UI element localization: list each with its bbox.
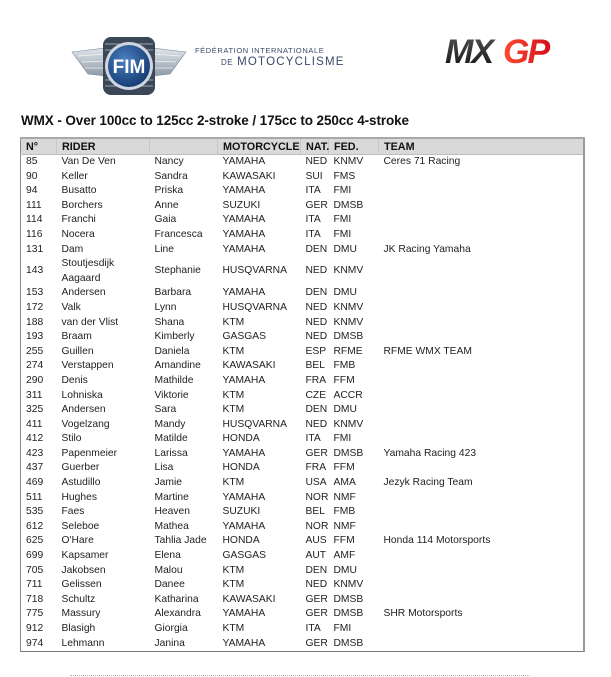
cell-last-name: Valk [61,301,81,313]
cell-motorcycle: YAMAHA [222,243,266,255]
cell-fed: DMU [333,404,357,416]
table-row [21,607,584,622]
cell-team [379,564,584,579]
cell-number: 172 [26,301,44,313]
fim-line1: FÉDÉRATION INTERNATIONALE [195,46,325,55]
cell-fed: AMF [333,550,356,562]
cell-nat: NED [305,418,328,430]
header-number: N° [21,138,57,155]
cell-last-name: Denis [61,374,88,386]
cell-nat: NED [305,331,328,343]
table-row [21,520,584,535]
cell-number: 153 [26,287,44,299]
cell-number: 85 [26,156,38,167]
mxgp-gp-text: GP [503,33,549,69]
cell-team [379,520,584,535]
header-team: TEAM [379,138,584,155]
cell-last-name: Vogelzang [61,418,110,430]
cell-last-name: Dam [61,243,84,255]
cell-number: 311 [26,389,43,401]
table-row [21,476,584,491]
cell-nat: NOR [305,520,329,532]
table-row [21,549,584,564]
cell-fed: DMSB [333,608,364,620]
cell-team [379,593,584,608]
cell-team: SHR Motorsports [383,608,463,620]
cell-number: 423 [26,447,44,459]
cell-last-name: Van De Ven [61,156,116,167]
cell-last-name: Hughes [61,491,97,503]
header-fed: FED. [329,138,379,155]
cell-team [379,228,584,243]
cell-motorcycle: GASGAS [222,331,266,343]
cell-last-name: Andersen [61,287,106,299]
table-row [21,461,584,476]
cell-team [379,578,584,593]
cell-last-name: Kapsamer [61,550,109,562]
table-row [21,637,584,652]
cell-first-name: Sandra [154,170,188,182]
cell-first-name: Barbara [154,287,192,299]
cell-first-name: Alexandra [154,608,201,620]
cell-motorcycle: KAWASAKI [222,170,276,182]
cell-nat: ESP [305,345,327,357]
cell-fed: DMSB [333,637,364,649]
cell-nat: DEN [305,404,328,416]
cell-motorcycle: KTM [222,404,245,416]
cell-fed: KNMV [333,156,364,167]
fim-line2-prefix: DE [221,57,234,67]
table-body [21,155,584,652]
cell-motorcycle: HONDA [222,462,260,474]
fim-badge-text: FIM [112,57,146,78]
cell-motorcycle: YAMAHA [222,520,266,532]
cell-team [379,286,584,301]
cell-fed: KNMV [333,316,364,328]
cell-nat: ITA [305,185,321,197]
cell-last-name: Blasigh [61,623,96,634]
cell-last-name: Andersen [61,404,106,416]
cell-number: 912 [26,623,44,634]
cell-first-name: Sara [154,404,177,416]
cell-first-name: Kimberly [154,331,195,343]
cell-motorcycle: SUZUKI [222,506,261,518]
cell-fed: DMSB [333,447,364,459]
cell-fed: RFME [333,345,363,357]
cell-team [379,213,584,228]
cell-number: 411 [26,418,43,430]
cell-first-name: Matilde [154,433,188,445]
table-row [21,622,584,637]
table-row [21,432,584,447]
cell-motorcycle: YAMAHA [222,214,266,226]
cell-motorcycle: YAMAHA [222,287,266,299]
cell-fed: ACCR [333,389,363,401]
cell-first-name: Francesca [154,228,203,240]
table-row [21,213,584,228]
cell-last-name: Lehmann [61,637,105,649]
cell-team [379,622,584,637]
cell-nat: NED [305,301,328,313]
cell-nat: NED [305,156,328,167]
cell-first-name: Gaia [154,214,177,226]
cell-last-name: Gelissen [61,579,102,591]
cell-last-name: Verstappen [61,360,114,372]
cell-number: 116 [26,228,43,240]
cell-fed: KNMV [333,418,364,430]
cell-motorcycle: KTM [222,579,245,591]
header-logos [0,0,611,110]
cell-team: RFME WMX TEAM [383,345,472,357]
cell-team [379,374,584,389]
cell-fed: FFM [333,374,355,386]
cell-fed: FMI [333,185,352,197]
mxgp-logo [443,33,567,69]
cell-fed: KNMV [333,265,364,277]
cell-first-name: Mathilde [154,374,194,386]
cell-number: 114 [26,214,43,226]
cell-last-name: Nocera [61,228,95,240]
cell-fed: DMU [333,287,357,299]
cell-last-name: Franchi [61,214,96,226]
cell-motorcycle: YAMAHA [222,156,266,167]
cell-team: Ceres 71 Racing [383,156,461,167]
cell-fed: NMF [333,520,356,532]
cell-last-name: Guillen [61,345,94,357]
cell-number: 705 [26,564,44,576]
cell-number: 111 [26,199,42,211]
cell-motorcycle: HONDA [222,433,260,445]
cell-number: 290 [26,374,44,386]
cell-nat: BEL [305,360,325,372]
table-row [21,170,584,185]
cell-fed: FMI [333,623,352,634]
cell-team [379,301,584,316]
cell-nat: FRA [305,462,327,474]
cell-number: 188 [26,316,44,328]
cell-first-name: Stephanie [154,265,201,277]
cell-last-name: Seleboe [61,520,100,532]
cell-motorcycle: KTM [222,316,245,328]
cell-motorcycle: YAMAHA [222,228,266,240]
table-row [21,491,584,506]
cell-last-name: Keller [61,170,88,182]
cell-nat: AUT [305,550,327,562]
cell-motorcycle: YAMAHA [222,185,266,197]
cell-first-name: Viktorie [154,389,189,401]
footer-divider [70,675,530,676]
cell-fed: NMF [333,491,356,503]
cell-fed: FMB [333,506,356,518]
cell-motorcycle: YAMAHA [222,608,266,620]
cell-team: Yamaha Racing 423 [383,447,477,459]
cell-nat: BEL [305,506,325,518]
table-row [21,418,584,433]
cell-number: 974 [26,637,44,649]
table-row [21,578,584,593]
cell-last-name: O'Hare [61,535,94,547]
cell-first-name: Malou [154,564,183,576]
header-motorcycle: MOTORCYCLE [218,138,301,155]
cell-number: 718 [26,593,44,605]
cell-team [379,549,584,564]
cell-first-name: Larissa [154,447,188,459]
cell-motorcycle: HUSQVARNA [222,301,287,313]
cell-team [379,637,584,652]
cell-team [379,199,584,214]
cell-first-name: Anne [154,199,179,211]
cell-number: 412 [26,433,44,445]
cell-first-name: Janina [154,637,185,649]
table-row [21,199,584,214]
fim-line2 [195,57,345,69]
cell-first-name: Priska [154,185,184,197]
cell-last-name: Papenmeier [61,447,118,459]
fim-line2-main: MOTOCYCLISME [237,55,345,68]
header-rider: RIDER [57,138,150,155]
table-row [21,155,584,170]
cell-nat: NED [305,265,328,277]
cell-fed: FFM [333,462,355,474]
cell-team [379,389,584,404]
cell-nat: GER [305,199,328,211]
cell-team [379,461,584,476]
fim-logo [70,34,188,100]
cell-motorcycle: KTM [222,389,245,401]
table-row [21,184,584,199]
cell-nat: DEN [305,564,328,576]
cell-nat: ITA [305,228,321,240]
cell-number: 612 [26,520,44,532]
cell-nat: DEN [305,243,328,255]
cell-fed: KNMV [333,301,364,313]
cell-team [379,418,584,433]
cell-nat: ITA [305,433,321,445]
cell-last-name: Busatto [61,185,97,197]
cell-number: 143 [26,265,44,277]
cell-nat: ITA [305,214,321,226]
cell-nat: GER [305,608,328,620]
table-row [21,593,584,608]
cell-nat: AUS [305,535,327,547]
cell-number: 469 [26,477,44,489]
cell-fed: FMI [333,214,352,226]
cell-fed: FMS [333,170,356,182]
cell-last-name: Braam [61,331,92,343]
cell-nat: SUI [305,170,323,182]
cell-fed: DMSB [333,593,364,605]
cell-team: Honda 114 Motorsports [383,535,491,547]
cell-team [379,403,584,418]
cell-motorcycle: KAWASAKI [222,593,276,605]
cell-nat: GER [305,637,328,649]
cell-number: 699 [26,550,44,562]
cell-fed: DMSB [333,331,364,343]
cell-fed: FMI [333,433,352,445]
mxgp-mx-text: MX [445,33,492,69]
cell-fed: FFM [333,535,355,547]
cell-last-name: Stilo [61,433,82,445]
cell-motorcycle: KAWASAKI [222,360,276,372]
cell-nat: NED [305,316,328,328]
cell-team [379,505,584,520]
cell-number: 193 [26,331,44,343]
cell-first-name: Danee [154,579,185,591]
cell-nat: DEN [305,287,328,299]
cell-first-name: Heaven [154,506,190,518]
table-row [21,389,584,404]
fim-federation-name [195,47,345,68]
table-row [21,505,584,520]
cell-number: 775 [26,608,44,620]
cell-last-name: Lohniska [61,389,103,401]
cell-number: 511 [26,491,43,503]
cell-motorcycle: KTM [222,345,245,357]
cell-number: 325 [26,404,44,416]
cell-number: 535 [26,506,44,518]
header-first [150,138,218,155]
cell-motorcycle: YAMAHA [222,374,266,386]
cell-number: 711 [26,579,43,591]
table-header-row [21,138,584,155]
cell-nat: ITA [305,623,321,634]
table-row [21,257,584,286]
cell-nat: USA [305,477,327,489]
cell-first-name: Lisa [154,462,174,474]
cell-motorcycle: YAMAHA [222,447,266,459]
table-row [21,286,584,301]
cell-team: Jezyk Racing Team [383,477,473,489]
page-title: WMX - Over 100cc to 125cc 2-stroke / 175cc to 250cc 4-stroke [21,113,409,128]
table-row [21,534,584,549]
cell-first-name: Mathea [154,520,189,532]
cell-last-name: Faes [61,506,85,518]
cell-team [379,257,584,286]
table-row [21,403,584,418]
cell-last-name: Schultz [61,593,96,605]
table-row [21,316,584,331]
table-row [21,359,584,374]
cell-first-name: Line [154,243,174,255]
cell-first-name: Amandine [154,360,201,372]
table-row [21,564,584,579]
cell-team [379,184,584,199]
cell-motorcycle: YAMAHA [222,637,266,649]
cell-number: 625 [26,535,44,547]
table-row [21,374,584,389]
cell-motorcycle: HONDA [222,535,260,547]
cell-motorcycle: KTM [222,477,245,489]
cell-first-name: Elena [154,550,181,562]
cell-fed: FMB [333,360,356,372]
cell-motorcycle: HUSQVARNA [222,265,287,277]
cell-number: 131 [26,243,44,255]
cell-nat: FRA [305,374,327,386]
cell-nat: NED [305,579,328,591]
cell-nat: GER [305,447,328,459]
cell-team: JK Racing Yamaha [383,243,471,255]
cell-last-name: Guerber [61,462,100,474]
cell-motorcycle: KTM [222,623,245,634]
cell-first-name: Daniela [154,345,190,357]
cell-motorcycle: KTM [222,564,245,576]
cell-nat: CZE [305,389,327,401]
cell-nat: NOR [305,491,329,503]
cell-first-name: Tahlia Jade [154,535,207,547]
cell-last-name: Astudillo [61,477,101,489]
table-row [21,330,584,345]
cell-motorcycle: YAMAHA [222,491,266,503]
cell-fed: KNMV [333,579,364,591]
cell-fed: DMU [333,243,357,255]
table-row [21,243,584,258]
cell-number: 255 [26,345,44,357]
cell-team [379,170,584,185]
cell-motorcycle: HUSQVARNA [222,418,287,430]
cell-motorcycle: GASGAS [222,550,266,562]
cell-first-name: Lynn [154,301,177,313]
cell-fed: DMU [333,564,357,576]
cell-team [379,330,584,345]
cell-team [379,359,584,374]
cell-first-name: Martine [154,491,189,503]
cell-first-name: Nancy [154,156,184,167]
cell-last-name: Massury [61,608,101,620]
cell-last-name: Stoutjesdijk Aagaard [61,258,115,284]
cell-last-name: Jakobsen [61,564,106,576]
cell-first-name: Katharina [154,593,199,605]
cell-motorcycle: SUZUKI [222,199,261,211]
cell-number: 90 [26,170,38,182]
riders-table [20,137,585,652]
cell-fed: AMA [333,477,356,489]
table-row [21,447,584,462]
cell-nat: GER [305,593,328,605]
cell-number: 94 [26,185,38,197]
header-nat: NAT. [301,138,329,155]
cell-first-name: Jamie [154,477,182,489]
cell-fed: FMI [333,228,352,240]
cell-team [379,316,584,331]
table-row [21,345,584,360]
cell-fed: DMSB [333,199,364,211]
cell-last-name: van der Vlist [61,316,119,328]
cell-number: 437 [26,462,44,474]
table-row [21,301,584,316]
cell-number: 274 [26,360,44,372]
cell-team [379,491,584,506]
cell-last-name: Borchers [61,199,103,211]
table-row [21,228,584,243]
cell-team [379,432,584,447]
cell-first-name: Giorgia [154,623,188,634]
cell-first-name: Mandy [154,418,186,430]
cell-first-name: Shana [154,316,185,328]
